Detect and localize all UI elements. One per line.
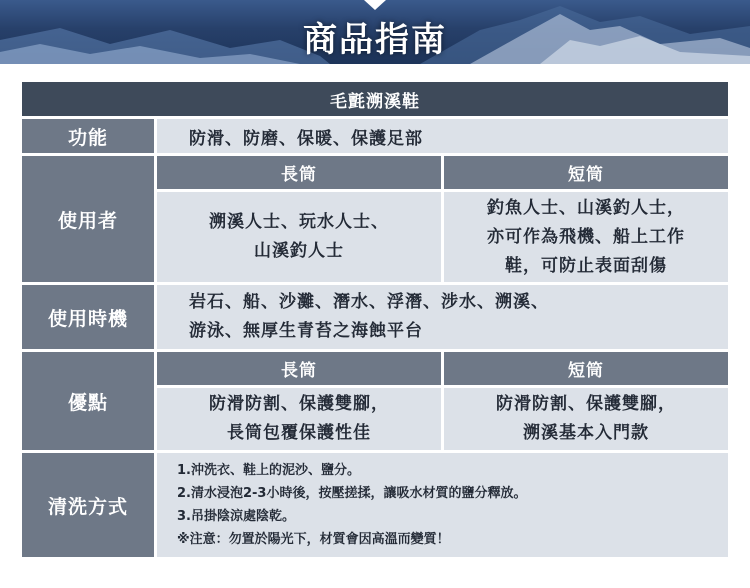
advantages-long-cell	[157, 388, 441, 450]
advantages-short-line: 防滑防割、保護雙腳，	[496, 394, 676, 414]
row-cleaning	[22, 453, 728, 557]
value-occasion	[157, 285, 728, 349]
banner	[0, 0, 750, 64]
users-long-line: 山溪釣人士	[254, 241, 344, 261]
cleaning-note: ※注意：勿置於陽光下，材質會因高溫而變質！	[177, 532, 450, 547]
users-col-long: 長筒	[157, 156, 441, 189]
users-short-line: 釣魚人士、山溪釣人士，	[487, 197, 685, 218]
table-title: 毛氈溯溪鞋	[22, 82, 728, 116]
banner-notch	[364, 0, 386, 10]
advantages-short-line: 溯溪基本入門款	[523, 423, 649, 443]
label-cleaning: 清洗方式	[22, 453, 154, 557]
advantages-col-short: 短筒	[444, 352, 728, 385]
banner-title: 商品指南	[303, 20, 447, 60]
users-short-cell	[444, 192, 728, 282]
row-function	[22, 119, 728, 153]
occasion-line: 岩石、船、沙灘、潛水、浮潛、涉水、溯溪、	[189, 292, 549, 312]
row-occasion	[22, 285, 728, 349]
label-advantages: 優點	[22, 352, 154, 450]
label-function: 功能	[22, 119, 154, 153]
users-short-line: 亦可作為飛機、船上工作	[487, 226, 685, 247]
advantages-short-cell	[444, 388, 728, 450]
users-long-cell	[157, 192, 441, 282]
row-users	[22, 156, 728, 282]
users-short-line: 鞋，可防止表面刮傷	[505, 255, 667, 276]
product-guide-table	[22, 82, 728, 557]
row-advantages	[22, 352, 728, 450]
label-occasion: 使用時機	[22, 285, 154, 349]
users-long-line: 溯溪人士、玩水人士、	[209, 212, 389, 232]
cleaning-step: 2.清水浸泡2-3小時後，按壓搓揉，讓吸水材質的鹽分釋放。	[177, 486, 527, 501]
label-users: 使用者	[22, 156, 154, 282]
cleaning-step: 3.吊掛陰涼處陰乾。	[177, 509, 295, 524]
cleaning-step: 1.沖洗衣、鞋上的泥沙、鹽分。	[177, 463, 360, 478]
cleaning-steps	[157, 453, 728, 557]
advantages-long-line: 防滑防割、保護雙腳，	[209, 394, 389, 414]
advantages-long-line: 長筒包覆保護性佳	[227, 423, 371, 443]
value-function: 防滑、防磨、保暖、保護足部	[157, 119, 728, 153]
users-col-short: 短筒	[444, 156, 728, 189]
advantages-col-long: 長筒	[157, 352, 441, 385]
occasion-line: 游泳、無厚生青苔之海蝕平台	[189, 321, 423, 341]
